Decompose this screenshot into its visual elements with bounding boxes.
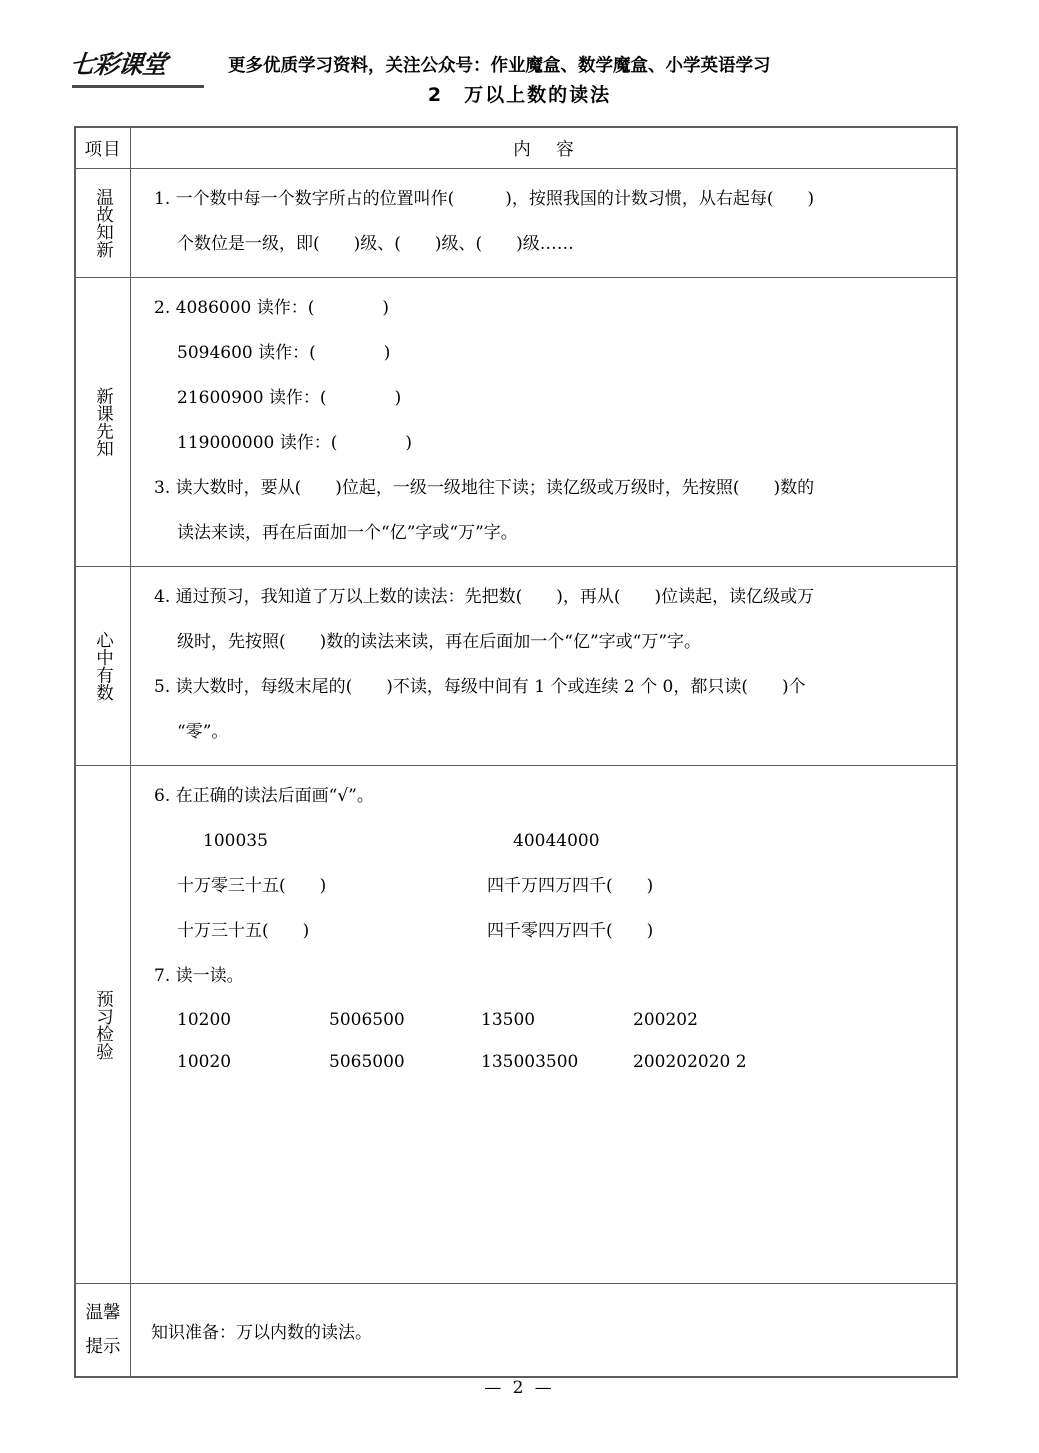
table-row (76, 278, 956, 567)
section-label-check (76, 766, 131, 1283)
question-line: 个数位是一级，即( )级、( )级、( )级…… (177, 234, 574, 254)
number-value: 40044000 (513, 831, 600, 851)
tip-text: 知识准备：万以内数的读法。 (151, 1322, 372, 1343)
page-footer (0, 1378, 1039, 1398)
section-label-confidence (76, 567, 131, 765)
answer-option[interactable]: 四千万四万四千( ) (487, 876, 654, 896)
table-header-item-label: 项目 (84, 139, 122, 160)
section-label-text-wrap (86, 1296, 121, 1364)
worksheet-table (74, 126, 958, 1378)
question-line: 3. 读大数时，要从( )位起，一级一级地往下读；读亿级或万级时，先按照( )数的 (154, 478, 815, 498)
question-line: 2. 4086000 读作：( ) (154, 298, 390, 318)
question-line: 读法来读，再在后面加一个“亿”字或“万”字。 (177, 523, 518, 543)
question-line: 119000000 读作：( ) (177, 433, 413, 453)
section-label-tip (76, 1284, 131, 1376)
question-line: 4. 通过预习，我知道了万以上数的读法：先把数( )，再从( )位读起，读亿级或万 (154, 587, 815, 607)
answer-option[interactable]: 十万三十五( ) (177, 921, 310, 941)
question-line: 5094600 读作：( ) (177, 343, 391, 363)
section-label-preview (76, 278, 131, 566)
blank-work-area (131, 1083, 956, 1273)
question-prompt: 6. 在正确的读法后面画“√”。 (154, 786, 374, 806)
question-line: 1. 一个数中每一个数字所占的位置叫作( )，按照我国的计数习惯，从右起每( ) (154, 189, 815, 209)
section-label-line-2: 提示 (85, 1337, 121, 1357)
number-value: 135003500 (481, 1052, 579, 1072)
number-value: 200202 (633, 1010, 698, 1030)
number-pair-row (131, 819, 956, 864)
section-label-text: 温故知新 (93, 188, 114, 258)
brand-logo-text: 七彩课堂 (68, 50, 168, 79)
number-value: 10020 (177, 1052, 232, 1072)
number-grid-row (131, 999, 956, 1041)
answer-option[interactable]: 四千零四万四千( ) (487, 921, 654, 941)
question-line: 5. 读大数时，每级末尾的( )不读，每级中间有 1 个或连续 2 个 0，都只读( )个 (154, 677, 806, 697)
section-label-text: 预习检验 (93, 989, 114, 1060)
answer-option-row (131, 909, 956, 954)
section-label-review (76, 169, 131, 277)
answer-option-row (131, 864, 956, 909)
table-row (76, 169, 956, 278)
page-header (0, 0, 1039, 118)
table-header-content-label: 内 容 (513, 139, 584, 160)
section-content-confidence (131, 567, 956, 765)
table-row (76, 567, 956, 766)
promo-banner-text: 更多优质学习资料，关注公众号：作业魔盒、数学魔盒、小学英语学习 (228, 56, 771, 76)
page-title: 2 万以上数的读法 (427, 84, 612, 106)
section-label-line-1: 温馨 (85, 1303, 121, 1323)
number-value: 10200 (177, 1010, 232, 1030)
question-prompt: 7. 读一读。 (154, 966, 244, 986)
section-content-review (131, 169, 956, 277)
number-value: 100035 (203, 831, 268, 851)
question-line: “零”。 (177, 722, 229, 742)
table-row (76, 1284, 956, 1376)
section-label-text: 心中有数 (93, 631, 114, 701)
number-value: 5065000 (329, 1052, 405, 1072)
section-label-text: 新课先知 (93, 387, 114, 457)
page-number: — 2 — (484, 1378, 555, 1398)
table-row (76, 766, 956, 1284)
table-header-row (76, 128, 956, 169)
table-header-item-cell (76, 128, 131, 168)
number-value: 200202020 2 (633, 1052, 747, 1072)
question-line: 21600900 读作：( ) (177, 388, 402, 408)
question-line: 级时，先按照( )数的读法来读，再在后面加一个“亿”字或“万”字。 (177, 632, 702, 652)
section-content-preview (131, 278, 956, 566)
section-content-check (131, 766, 956, 1283)
number-value: 5006500 (329, 1010, 405, 1030)
answer-option[interactable]: 十万零三十五( ) (177, 876, 327, 896)
number-value: 13500 (481, 1010, 536, 1030)
section-content-tip (131, 1284, 956, 1376)
number-grid-row (131, 1041, 956, 1083)
table-header-content-cell (131, 128, 956, 168)
